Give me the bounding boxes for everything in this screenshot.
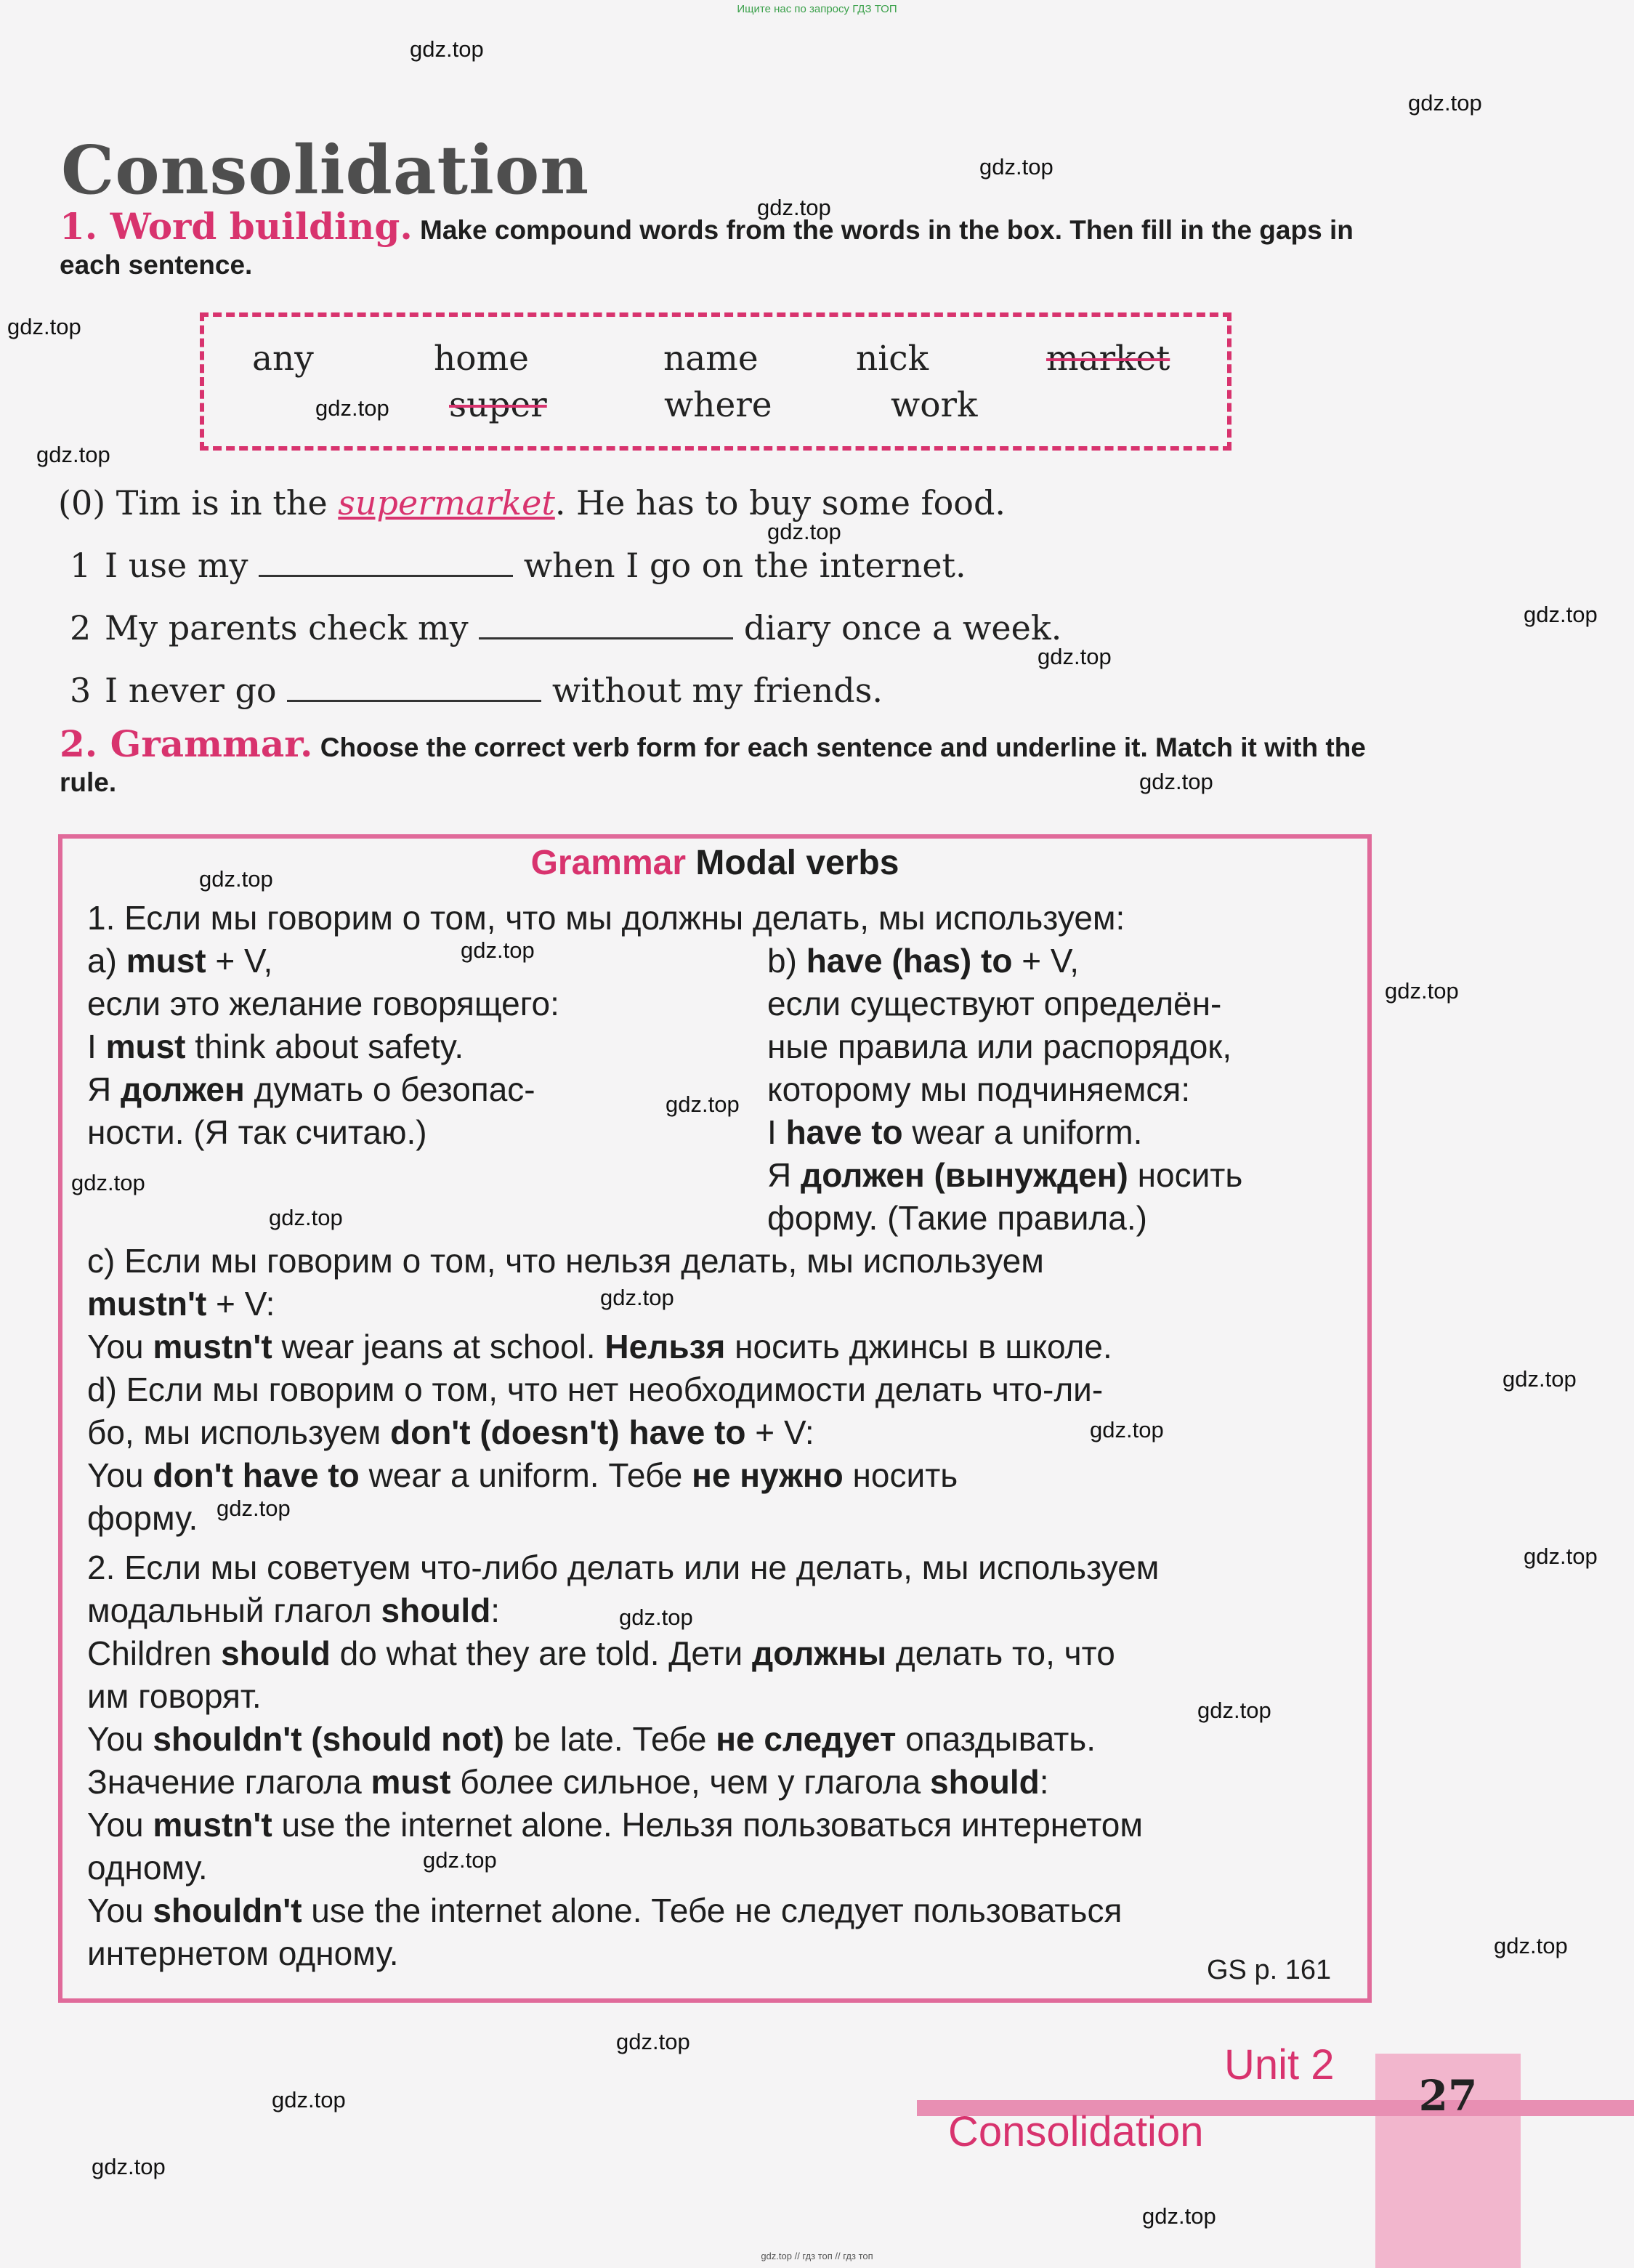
answer-blank[interactable] xyxy=(287,678,541,702)
exercise-1-sentence: 2 My parents check my diary once a week. xyxy=(70,608,1062,647)
bottom-note: gdz.top // гдз топ // гдз топ xyxy=(761,2251,873,2261)
watermark: gdz.top xyxy=(71,1170,145,1195)
rule-b-text: если существуют определён- xyxy=(767,985,1222,1022)
watermark: gdz.top xyxy=(757,195,831,220)
word-box xyxy=(200,312,1231,451)
watermark: gdz.top xyxy=(410,36,484,62)
watermark: gdz.top xyxy=(616,2029,690,2054)
rule-a-text: если это желание говорящего: xyxy=(87,985,559,1022)
watermark: gdz.top xyxy=(1524,602,1598,627)
rule-a-head: а) must + V, xyxy=(87,942,273,980)
watermark: gdz.top xyxy=(1502,1366,1577,1392)
rule-b-example: I have to wear a uniform. xyxy=(767,1113,1143,1151)
rule-b-text: ные правила или распорядок, xyxy=(767,1028,1232,1065)
rule-2-text: 2. Если мы советуем что-либо делать или не делать, мы используем xyxy=(87,1549,1160,1586)
rule-a-translation: ности. (Я так считаю.) xyxy=(87,1113,427,1151)
exercise-1-sentence: 3 I never go without my friends. xyxy=(70,671,883,710)
rule-b-head: b) have (has) to + V, xyxy=(767,942,1080,980)
watermark: gdz.top xyxy=(1197,1698,1271,1723)
watermark: gdz.top xyxy=(315,395,389,421)
example-sentence: (0) Tim is in the supermarket. He has to buy some food. xyxy=(58,483,1006,522)
rule-c-text: c) Если мы говорим о том, что нельзя делать, мы используем xyxy=(87,1242,1044,1280)
exercise-2-instruction xyxy=(60,722,1373,800)
box-word-used: market xyxy=(1046,339,1170,379)
box-word: name xyxy=(663,339,759,379)
watermark: gdz.top xyxy=(619,1605,693,1630)
watermark: gdz.top xyxy=(1142,2203,1216,2229)
box-word: any xyxy=(252,339,314,379)
watermark: gdz.top xyxy=(1385,978,1459,1004)
watermark: gdz.top xyxy=(36,442,110,467)
watermark: gdz.top xyxy=(1090,1417,1164,1442)
watermark: gdz.top xyxy=(7,314,81,339)
exercise-2-heading: 2. Grammar. xyxy=(60,722,313,765)
answer-blank[interactable] xyxy=(259,553,513,577)
rule-a-translation: Я должен думать о безопас- xyxy=(87,1070,535,1108)
top-note: Ищите нас по запросу ГДЗ ТОП xyxy=(737,3,897,15)
rule-2-example: Children should do what they are told. Дети должны делать то, что xyxy=(87,1634,1115,1672)
watermark: gdz.top xyxy=(1494,1933,1568,1958)
rule-c-form: mustn't + V: xyxy=(87,1285,275,1323)
rule-d-example: You don't have to wear a uniform. Тебе не нужно носить xyxy=(87,1456,958,1494)
box-word: nick xyxy=(856,339,929,379)
box-word: home xyxy=(434,339,529,379)
watermark: gdz.top xyxy=(666,1091,740,1117)
rule-2-example: одному. xyxy=(87,1849,208,1886)
watermark: gdz.top xyxy=(1524,1543,1598,1569)
rule-2-example: You mustn't use the internet alone. Нельзя пользоваться интернетом xyxy=(87,1806,1144,1844)
exercise-1-text: Make compound words from the words in the box. Then fill in the gaps in each sentence. xyxy=(60,215,1354,280)
rule-d-form: бо, мы используем don't (doesn't) have to + V: xyxy=(87,1413,814,1451)
watermark: gdz.top xyxy=(1408,90,1482,116)
watermark: gdz.top xyxy=(979,154,1053,179)
watermark: gdz.top xyxy=(92,2154,166,2179)
rule-2-example: интернетом одному. xyxy=(87,1934,399,1972)
rule-2-note: Значение глагола must более сильное, чем у глагола should: xyxy=(87,1763,1049,1801)
rule-a-example: I must think about safety. xyxy=(87,1028,464,1065)
watermark: gdz.top xyxy=(269,1205,343,1230)
rule-2-form: модальный глагол should: xyxy=(87,1591,501,1629)
rule-b-translation: форму. (Такие правила.) xyxy=(767,1199,1147,1237)
watermark: gdz.top xyxy=(767,519,841,544)
exercise-1-sentence: 1 I use my when I go on the internet. xyxy=(70,546,966,585)
box-word-used: super xyxy=(449,385,547,425)
rule-d-text: d) Если мы говорим о том, что нет необходимости делать что-ли- xyxy=(87,1371,1104,1408)
rule-1-intro: 1. Если мы говорим о том, что мы должны делать, мы используем: xyxy=(87,899,1125,937)
watermark: gdz.top xyxy=(600,1285,674,1310)
exercise-1-heading: 1. Word building. xyxy=(60,205,413,248)
grammar-box xyxy=(58,834,1372,2003)
footer-unit: Unit 2 xyxy=(1224,2041,1335,2089)
box-word: work xyxy=(891,385,978,425)
answer-blank[interactable] xyxy=(479,616,733,639)
page-number: 27 xyxy=(1418,2071,1478,2120)
rule-b-text: которому мы подчиняемся: xyxy=(767,1070,1191,1108)
exercise-2-text: Choose the correct verb form for each sentence and underline it. Match it with the rule. xyxy=(60,733,1366,797)
box-word: where xyxy=(664,385,772,425)
rule-d-example: форму. xyxy=(87,1499,198,1537)
rule-2-example: им говорят. xyxy=(87,1677,262,1715)
watermark: gdz.top xyxy=(272,2087,346,2112)
watermark: gdz.top xyxy=(199,866,273,892)
rule-2-example: You shouldn't (should not) be late. Тебе не следует опаздывать. xyxy=(87,1720,1096,1758)
watermark: gdz.top xyxy=(217,1496,291,1521)
watermark: gdz.top xyxy=(461,937,535,963)
grammar-reference: GS p. 161 xyxy=(1207,1955,1332,1985)
rule-2-example: You shouldn't use the internet alone. Тебе не следует пользоваться xyxy=(87,1892,1123,1929)
example-answer: supermarket xyxy=(338,483,555,522)
page-title: Consolidation xyxy=(61,131,590,209)
watermark: gdz.top xyxy=(423,1847,497,1873)
watermark: gdz.top xyxy=(1038,644,1112,669)
footer-section: Consolidation xyxy=(948,2108,1204,2155)
rule-c-example: You mustn't wear jeans at school. Нельзя носить джинсы в школе. xyxy=(87,1328,1112,1365)
watermark: gdz.top xyxy=(1139,769,1213,794)
grammar-box-title: Grammar Modal verbs xyxy=(530,844,899,882)
rule-b-translation: Я должен (вынужден) носить xyxy=(767,1156,1243,1194)
